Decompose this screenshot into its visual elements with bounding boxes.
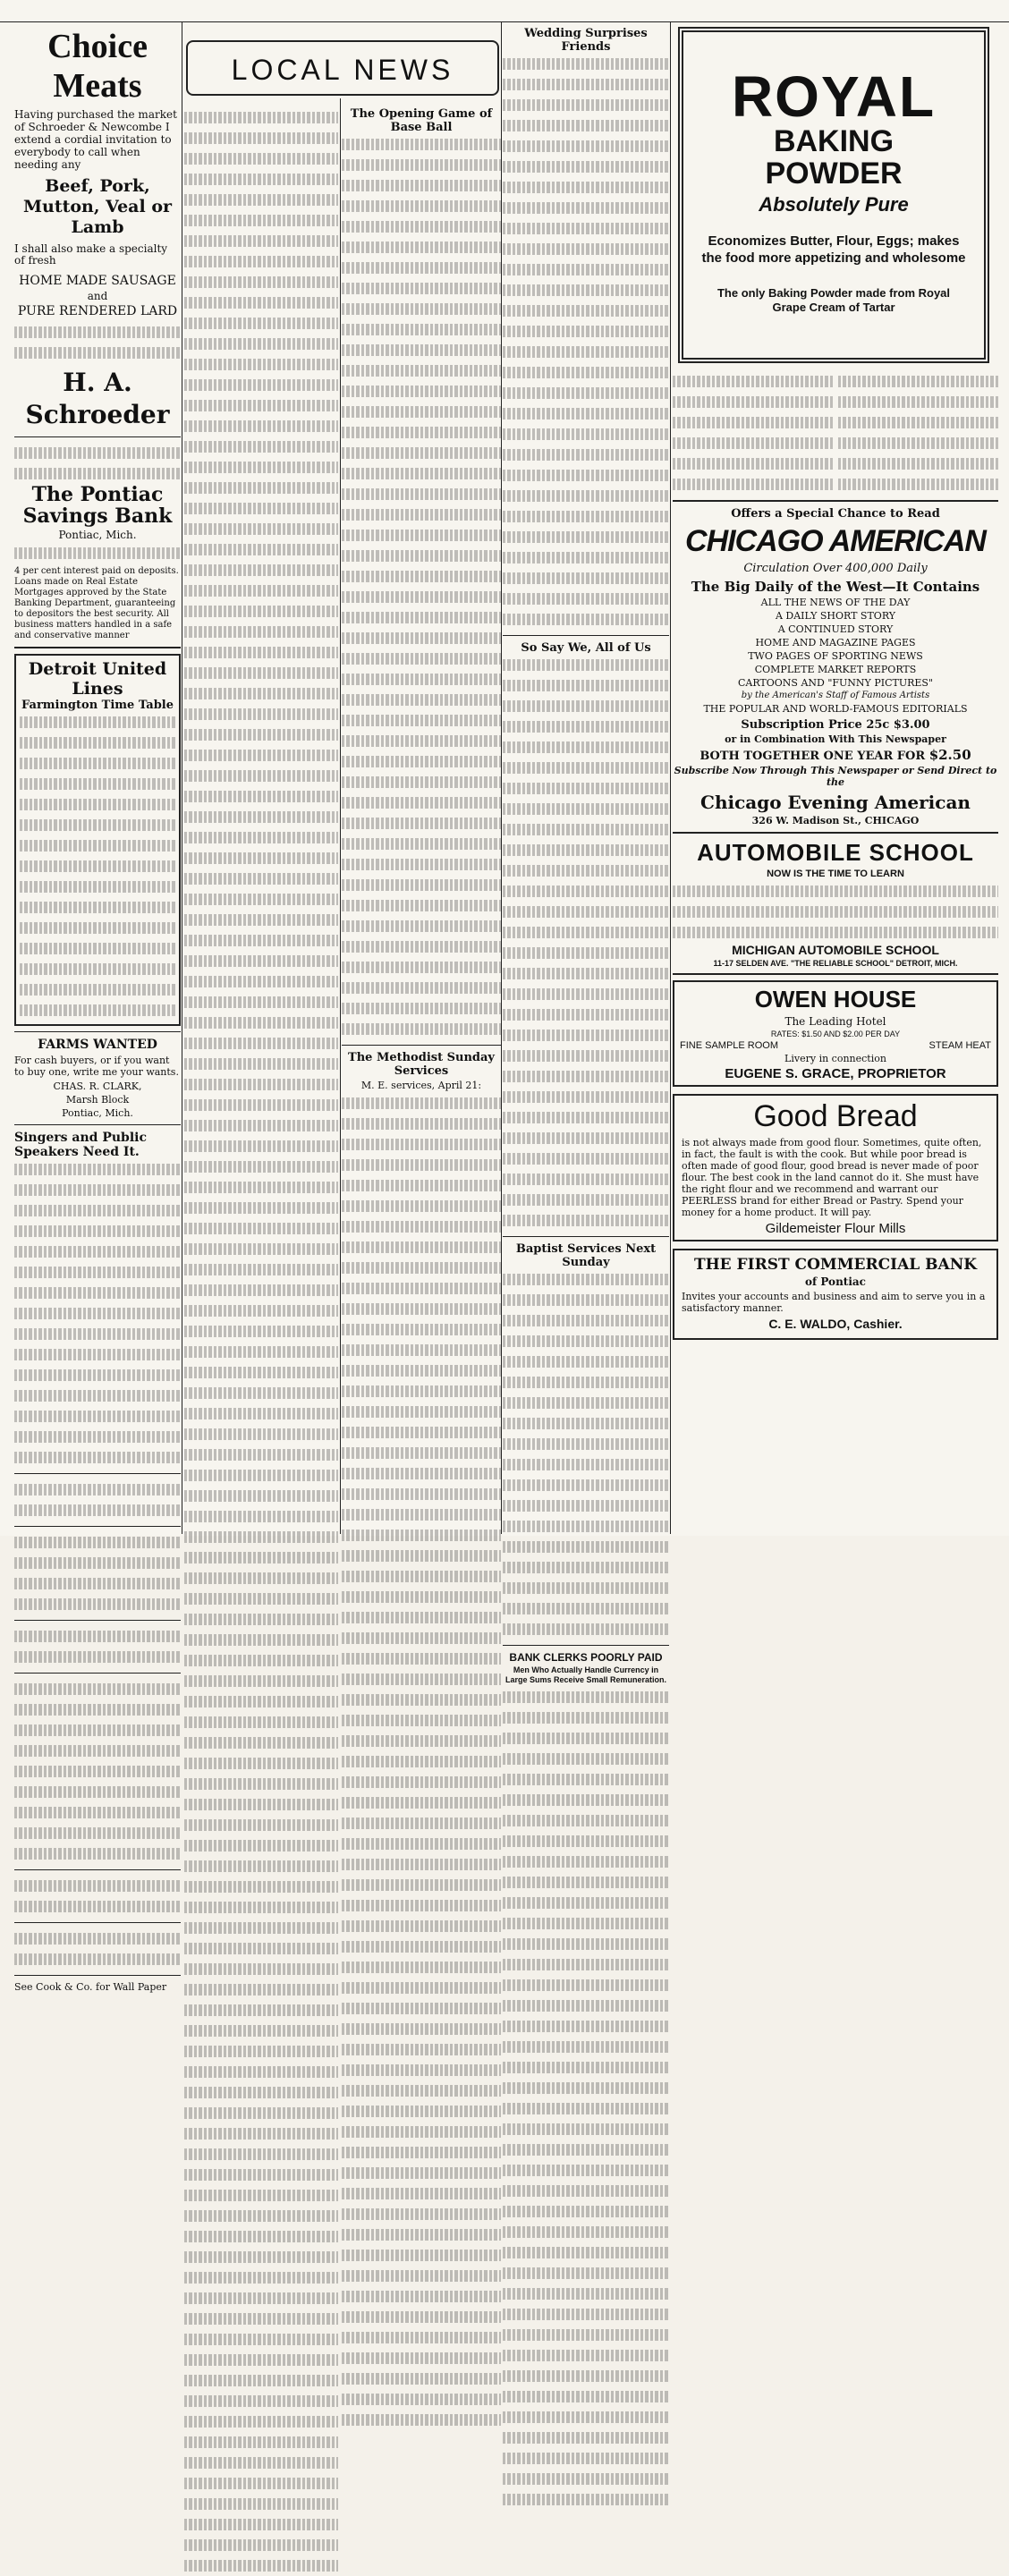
- farms-wanted-name: CHAS. R. CLARK,: [53, 1080, 142, 1092]
- chicago-price-label: Subscription Price: [741, 718, 862, 732]
- so-say-we-headline: So Say We, All of Us: [521, 641, 651, 655]
- detroit-lines-subtitle: Farmington Time Table: [21, 699, 174, 712]
- column-1: Choice Meats Having purchased the market of Schroeder & Newcombe I extend a cordial invitation to everybody to call when needing any Beef, Pork, Mutton, Veal or Lamb I shall also make a specialty of fresh HOME MADE SAUSAGE and PURE RENDERED LARD H. A. Schroeder The Pontiac Savings Bank Pontiac, Mich. 4 per cent interest paid on deposits. Loans made on Real Estate Mortgages approved by the State Banking Department, guaranteeing to depositors the best security. All business matters handled in a safe and conservative manner Detroit United Lines Farmington Time Table FARMS WANTED For cash buyers, or if you want to buy one, write me your wants. CHAS. R. CLARK, Marsh Block Pontiac, Mich. Singers and Public Speakers Need It. See Cook & Co. for Wall Paper: [14, 27, 181, 1527]
- baptist-headline: Baptist Services Next Sunday: [515, 1242, 657, 1269]
- owen-house-rates: RATES: $1.50 AND $2.00 PER DAY: [770, 1030, 901, 1038]
- chicago-feature-9: THE POPULAR AND WORLD-FAMOUS EDITORIALS: [703, 703, 968, 715]
- baseball-headline: The Opening Game of Base Ball: [350, 107, 493, 134]
- auto-school-name: MICHIGAN AUTOMOBILE SCHOOL: [732, 943, 939, 957]
- choice-meats-item1: HOME MADE SAUSAGE: [19, 274, 176, 288]
- column-5: [673, 371, 998, 1527]
- first-commercial-body: Invites your accounts and business and aim to serve you in a satisfactory manner.: [682, 1291, 986, 1314]
- good-bread-ad: [673, 1094, 998, 1241]
- auto-school-title: AUTOMOBILE SCHOOL: [697, 839, 974, 866]
- owen-house-sample: FINE SAMPLE ROOM: [680, 1040, 779, 1051]
- chicago-feature-6: COMPLETE MARKET REPORTS: [754, 664, 917, 675]
- methodist-dateline: M. E. services, April 21:: [360, 1080, 482, 1091]
- royal-brand: ROYAL: [731, 64, 937, 129]
- column-3: [342, 107, 501, 1527]
- bank-clerks-headline: BANK CLERKS POORLY PAID: [509, 1651, 663, 1664]
- chicago-address: 326 W. Madison St., CHICAGO: [751, 815, 920, 826]
- bank-location: Pontiac, Mich.: [58, 529, 137, 541]
- good-bread-mill: Gildemeister Flour Mills: [765, 1221, 906, 1236]
- choice-meats-specialty: I shall also make a specialty of fresh: [14, 242, 168, 267]
- bank-body: 4 per cent interest paid on deposits. Loans made on Real Estate Mortgages approved by the State Banking Department, guaranteeing to depositors the best security. All business matters handled in a safe and conservative manner: [14, 566, 179, 640]
- wall-paper-note: See Cook & Co. for Wall Paper: [14, 1981, 167, 1993]
- auto-school-address: 11-17 SELDEN AVE. "THE RELIABLE SCHOOL" DETROIT, MICH.: [713, 959, 958, 968]
- detroit-lines-title: Detroit United Lines: [28, 659, 167, 699]
- owen-house-heat: STEAM HEAT: [928, 1040, 991, 1051]
- chicago-feature-1: ALL THE NEWS OF THE DAY: [760, 597, 911, 608]
- singers-title: Singers and Public Speakers Need It.: [14, 1131, 148, 1159]
- owen-house-ad: [673, 980, 998, 1087]
- chicago-name: Chicago Evening American: [700, 792, 971, 813]
- royal-product1: BAKING: [773, 124, 895, 158]
- auto-school-sub: NOW IS THE TIME TO LEARN: [767, 869, 904, 879]
- first-commercial-cashier: C. E. WALDO, Cashier.: [768, 1317, 903, 1331]
- choice-meats-intro: Having purchased the market of Schroeder & Newcombe I extend a cordial invitation to everybody to call when needing any: [14, 108, 177, 171]
- royal-claim: The only Baking Powder made from Royal Grape Cream of Tartar: [716, 286, 951, 314]
- owen-house-livery: Livery in connection: [784, 1053, 886, 1064]
- farms-wanted-body: For cash buyers, or if you want to buy one, write me your wants.: [14, 1055, 179, 1078]
- first-commercial-sub: of Pontiac: [805, 1275, 866, 1288]
- chicago-masthead: CHICAGO AMERICAN: [685, 524, 986, 558]
- bank-name-line2: Savings Bank: [22, 504, 173, 528]
- royal-benefit: Economizes Butter, Flour, Eggs; makes the food more appetizing and wholesome: [701, 233, 966, 266]
- owen-house-sub: The Leading Hotel: [784, 1015, 886, 1028]
- methodist-headline: The Methodist Sunday Services: [348, 1051, 495, 1078]
- chicago-both: BOTH TOGETHER ONE YEAR FOR: [700, 750, 926, 763]
- royal-tagline: Absolutely Pure: [759, 193, 909, 216]
- chicago-feature-8: by the American's Staff of Famous Artists: [741, 691, 930, 700]
- choice-meats-title: Choice Meats: [47, 28, 148, 105]
- farms-wanted-address2: Pontiac, Mich.: [62, 1107, 133, 1119]
- choice-meats-owner: H. A. Schroeder: [25, 368, 170, 429]
- royal-product2: POWDER: [765, 157, 903, 191]
- column-4: [503, 27, 669, 1684]
- chicago-combo: or in Combination With This Newspaper: [725, 733, 946, 745]
- good-bread-body: is not always made from good flour. Sometimes, quite often, in fact, the fault is with the cook. But while poor bread is often made of good flour, good bread is never made of poor flour. The best cook in the land cannot do it. She must have the right flour and we recommend and warrant our PEERLESS brand for either Bread or Pastry. Spend your money for a home product. It will pay.: [682, 1137, 982, 1218]
- first-commercial-ad: [673, 1249, 998, 1340]
- column-rule: [340, 98, 341, 1534]
- chicago-headline: The Big Daily of the West—It Contains: [691, 579, 980, 595]
- bank-clerks-subhead: Men Who Actually Handle Currency in Large Sums Receive Small Remuneration.: [504, 1665, 667, 1684]
- bank-name-line1: The Pontiac: [31, 483, 164, 506]
- chicago-price-year: $3.00: [893, 718, 930, 732]
- chicago-feature-3: A CONTINUED STORY: [777, 623, 894, 635]
- chicago-both-price: $2.50: [928, 747, 971, 763]
- chicago-circulation: Circulation Over 400,000 Daily: [743, 562, 928, 575]
- chicago-price-week: 25c: [866, 718, 890, 732]
- good-bread-title: Good Bread: [753, 1099, 918, 1133]
- chicago-feature-2: A DAILY SHORT STORY: [775, 610, 896, 622]
- choice-meats-item2: PURE RENDERED LARD: [17, 304, 178, 318]
- royal-baking-powder-ad: [678, 27, 989, 363]
- owen-house-proprietor: EUGENE S. GRACE, PROPRIETOR: [725, 1066, 946, 1081]
- chicago-feature-5: TWO PAGES OF SPORTING NEWS: [748, 650, 923, 662]
- detroit-lines-box: [14, 654, 181, 1026]
- chicago-feature-4: HOME AND MAGAZINE PAGES: [755, 637, 916, 648]
- owen-house-title: OWEN HOUSE: [754, 986, 917, 1013]
- local-news-banner: LOCAL NEWS: [186, 40, 499, 96]
- chicago-subscribe: Subscribe Now Through This Newspaper or Send Direct to the: [674, 765, 997, 788]
- wedding-headline: Wedding Surprises Friends: [524, 27, 648, 54]
- column-rule: [501, 22, 502, 1534]
- column-rule: [670, 22, 671, 1534]
- farms-wanted-address1: Marsh Block: [65, 1094, 130, 1106]
- first-commercial-title: THE FIRST COMMERCIAL BANK: [693, 1256, 978, 1274]
- chicago-offer: Offers a Special Chance to Read: [731, 507, 940, 521]
- chicago-feature-7: CARTOONS AND "FUNNY PICTURES": [737, 677, 933, 689]
- top-rule: [0, 21, 1009, 22]
- choice-meats-products: Beef, Pork, Mutton, Veal or Lamb: [22, 176, 173, 237]
- column-2: [184, 107, 338, 1527]
- farms-wanted-title: FARMS WANTED: [38, 1038, 157, 1052]
